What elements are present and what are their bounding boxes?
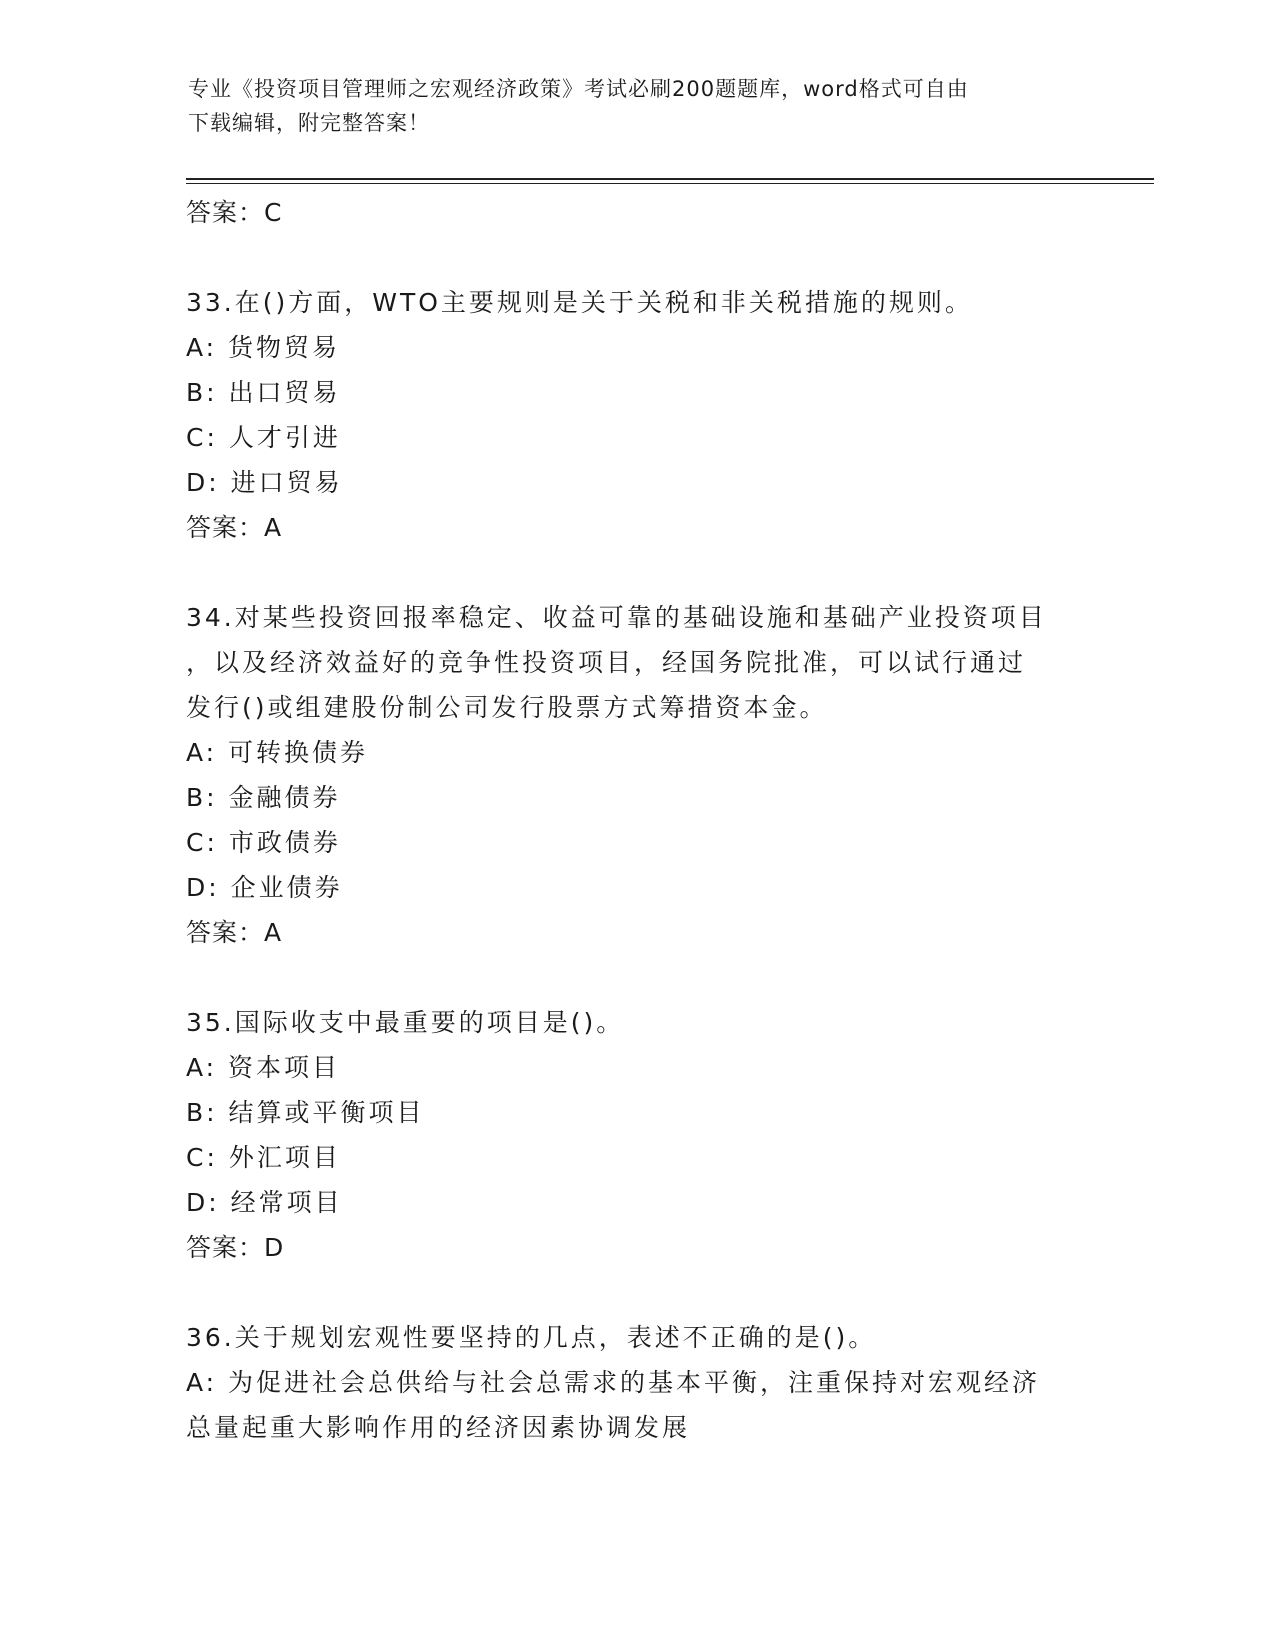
option-d: D: 经常项目 [186, 1188, 343, 1217]
option-c: C: 外汇项目 [186, 1143, 341, 1172]
option-d: D: 进口贸易 [186, 468, 343, 497]
option-a: A: 为促进社会总供给与社会总需求的基本平衡，注重保持对宏观经济 总量起重大影响作用的经济因素协调发展 [186, 1368, 1041, 1442]
option-b: B: 出口贸易 [186, 378, 341, 407]
question-stem: 35.国际收支中最重要的项目是()。 [186, 1008, 625, 1037]
question-stem: 34.对某些投资回报率稳定、收益可靠的基础设施和基础产业投资项目 ，以及经济效益好的竞争性投资项目，经国务院批准，可以试行通过 发行()或组建股份制公司发行股票方式筹措资本金。 [186, 603, 1047, 722]
option-c: C: 人才引进 [186, 423, 341, 452]
question-36 [186, 1315, 1086, 1450]
option-a: A: 可转换债券 [186, 738, 369, 767]
answer-q32: 答案：C [186, 198, 283, 227]
question-stem: 33.在()方面，WTO主要规则是关于关税和非关税措施的规则。 [186, 288, 973, 317]
answer-q33: 答案：A [186, 513, 283, 542]
question-34 [186, 595, 1086, 956]
option-b: B: 金融债券 [186, 783, 341, 812]
question-33 [186, 280, 1086, 551]
answer-q34: 答案：A [186, 918, 283, 947]
option-a: A: 货物贸易 [186, 333, 341, 362]
option-b: B: 结算或平衡项目 [186, 1098, 425, 1127]
question-list [186, 190, 1086, 1450]
option-d: D: 企业债券 [186, 873, 343, 902]
answer-q35: 答案：D [186, 1233, 285, 1262]
question-35 [186, 1000, 1086, 1271]
option-a: A: 资本项目 [186, 1053, 341, 1082]
option-c: C: 市政债券 [186, 828, 341, 857]
document-header: 专业《投资项目管理师之宏观经济政策》考试必刷200题题库，word格式可自由 下载编辑，附完整答案！ [188, 77, 969, 135]
header-divider [186, 178, 1154, 184]
question-stem: 36.关于规划宏观性要坚持的几点，表述不正确的是()。 [186, 1323, 877, 1352]
